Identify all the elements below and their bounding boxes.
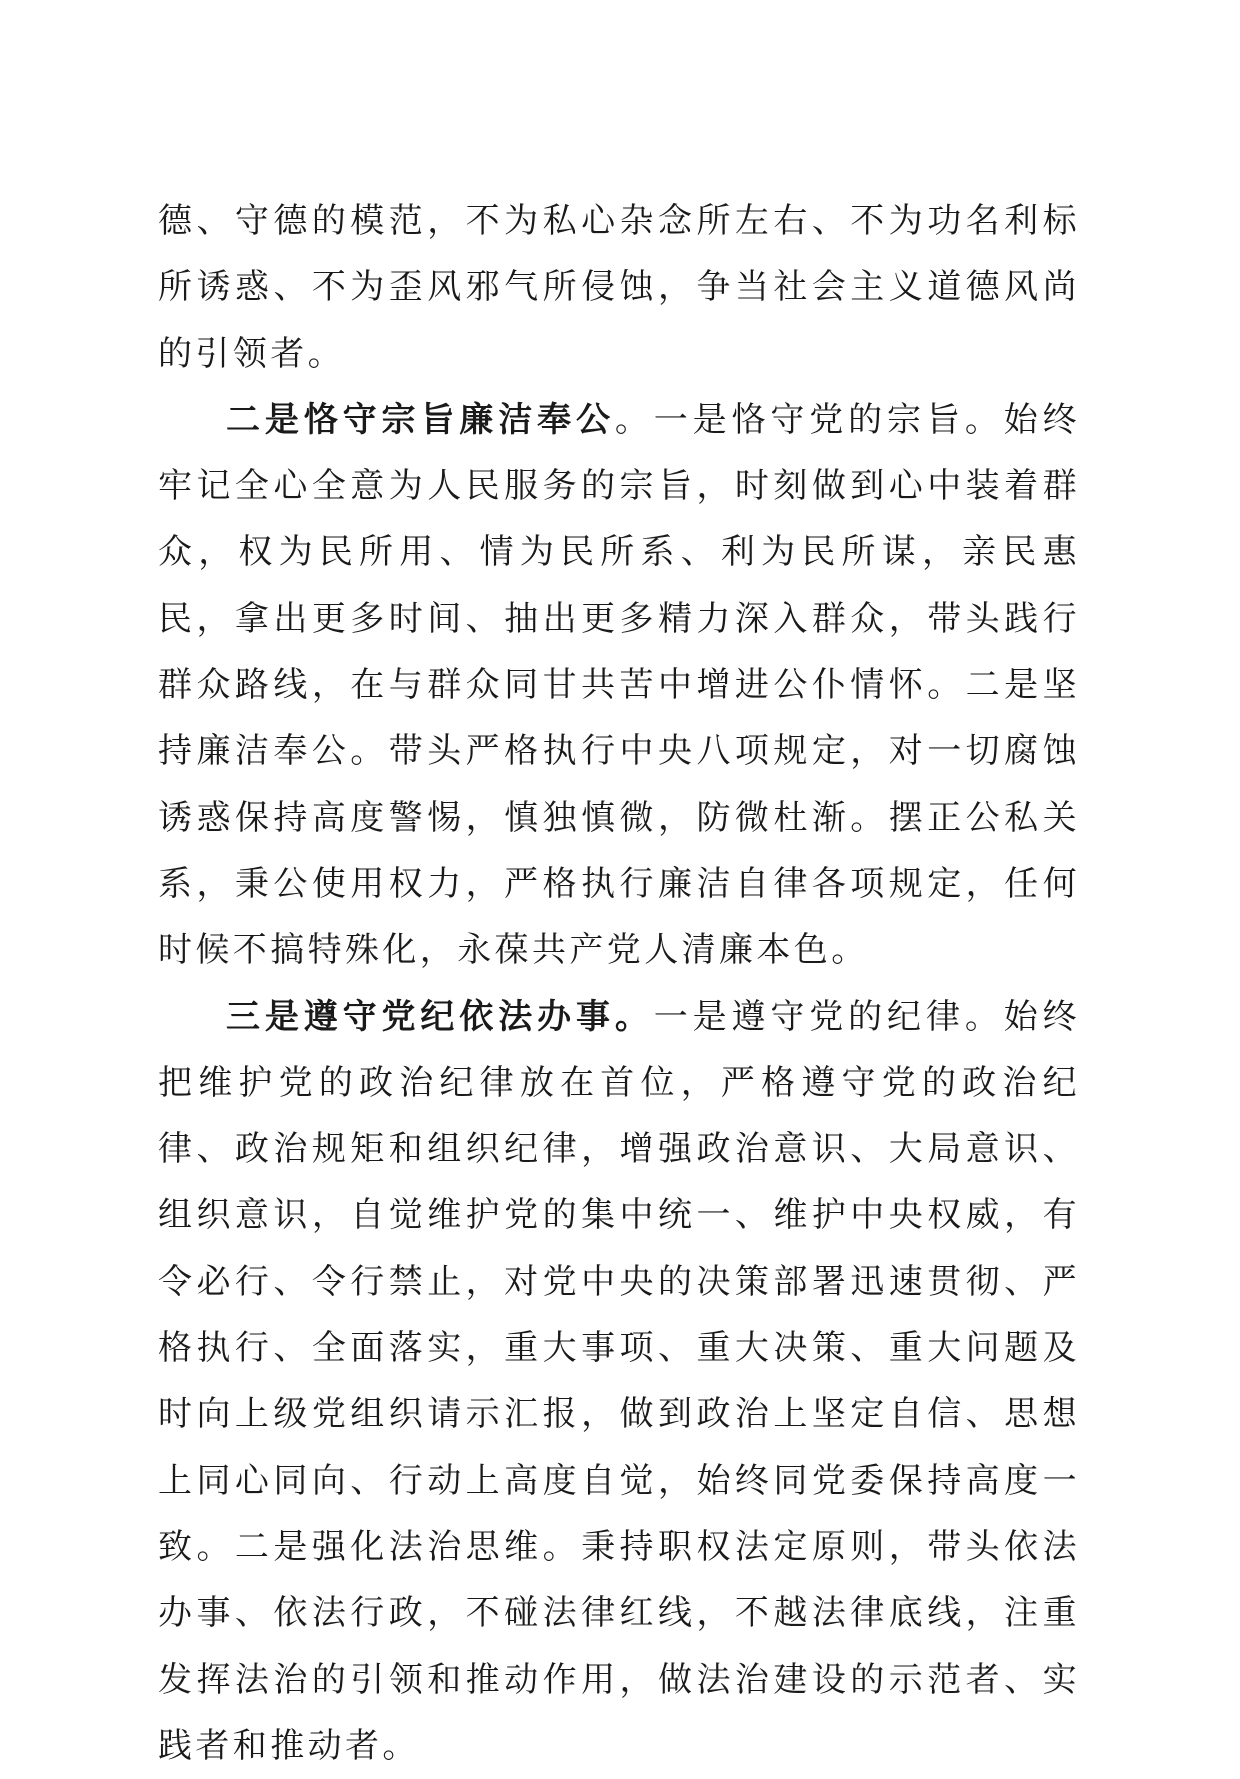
paragraph-2 — [158, 387, 1080, 984]
paragraph-2-text: 。一是恪守党的宗旨。始终牢记全心全意为人民服务的宗旨，时刻做到心中装着群众，权为民所用、情为民所系、利为民所谋，亲民惠民，拿出更多时间、抽出更多精力深入群众，带头践行群众路线，在与群众同甘共苦中增进公仆情怀。二是坚持廉洁奉公。带头严格执行中央八项规定，对一切腐蚀诱惑保持高度警惕，慎独慎微，防微杜渐。摆正公私关系，秉公使用权力，严格执行廉洁自律各项规定，任何时候不搞特殊化，永葆共产党人清廉本色。 — [158, 399, 1080, 971]
paragraph-3-text: 一是遵守党的纪律。始终把维护党的政治纪律放在首位，严格遵守党的政治纪律、政治规矩和组织纪律，增强政治意识、大局意识、组织意识，自觉维护党的集中统一、维护中央权威，有令必行、令行禁止，对党中央的决策部署迅速贯彻、严格执行、全面落实，重大事项、重大决策、重大问题及时向上级党组织请示汇报，做到政治上坚定自信、思想上同心同向、行动上高度自觉，始终同党委保持高度一致。二是强化法治思维。秉持职权法定原则，带头依法办事、依法行政，不碰法律红线，不越法律底线，注重发挥法治的引领和推动作用，做法治建设的示范者、实践者和推动者。 — [158, 996, 1081, 1766]
paragraph-3 — [158, 984, 1080, 1779]
paragraph-2-heading: 二是恪守宗旨廉洁奉公 — [226, 399, 615, 440]
paragraph-3-heading: 三是遵守党纪依法办事。 — [226, 996, 654, 1037]
paragraph-1 — [158, 188, 1080, 387]
document-body — [158, 188, 1080, 1779]
paragraph-1-text: 德、守德的模范，不为私心杂念所左右、不为功名利标所诱惑、不为歪风邪气所侵蚀，争当社会主义道德风尚的引领者。 — [158, 201, 1080, 374]
